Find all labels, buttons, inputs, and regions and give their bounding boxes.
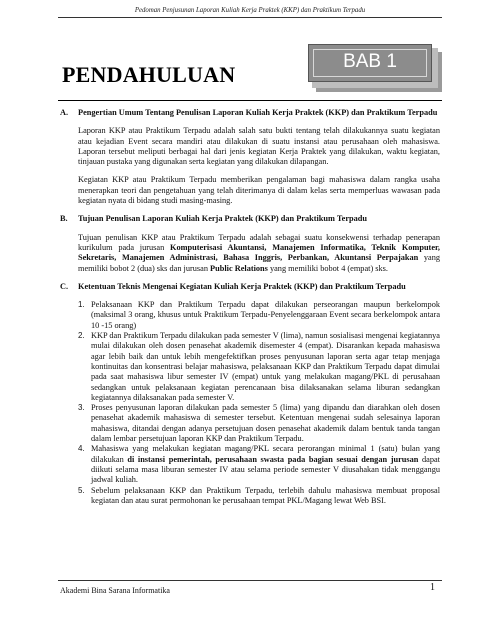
section-letter: A.: [60, 108, 69, 117]
text-run: Tujuan penulisan KKP atau Praktikum Terpadu adalah sebagai suatu konsekwensi terhadap penerapan kurikulum pada jurusan: [78, 232, 440, 252]
bold-majors: Komputerisasi Akuntansi, Manajemen Informatika, Teknik Komputer, Sekretaris, Manajemen Administrasi, Bahasa Inggris, Perbankan, Akuntansi Perpajakan: [78, 242, 440, 263]
chapter-title: PENDAHULUAN: [62, 62, 236, 87]
list-item-text: [91, 444, 440, 485]
document-body: [60, 108, 440, 514]
text-run: yang memiliki bobot 2 (dua) sks dan jurusan: [78, 253, 441, 273]
paragraph: [78, 233, 440, 274]
list-item: [78, 444, 440, 485]
section-heading: [60, 108, 440, 118]
list-item-text: KKP dan Praktikum Terpadu dilakukan pada semester V (lima), namun sosialisasi mengenai kegiatannya mulai dilakukan oleh dosen penasehat akademik disemester 4 (empat). Disarankan kepada mahasiswa agar lebih baik dan untuk lebih mengefektifkan proses penyusunan laporan serta agar tetap menjaga kontinuitas dan konsentrasi belajar mahasiswa, pelaksanaan KKP dan Praktikum Terpadu dapat dimulai pada saat mahasiswa libur semester IV (empat) untuk yang melakukan magang/PKL di perusahaan sedangkan untuk pelaksanaan kegiatan perencanaan bisa dilaksanakan selama liburan sedangkan kegiatannya dilaksanakan pada semester V.: [91, 331, 440, 402]
chapter-badge: [308, 44, 432, 82]
section-title: Pengertian Umum Tentang Penulisan Laporan Kuliah Kerja Praktek (KKP) dan Praktikum Terpadu: [78, 108, 438, 117]
header-rule: [58, 17, 442, 18]
list-number: 2.: [78, 331, 85, 341]
bold-location: di instansi pemerintah, perusahaan swasta pada bagian sesuai dengan jurusan: [127, 454, 419, 464]
list-item-text: Sebelum pelaksanaan KKP dan Praktikum Terpadu, terlebih dahulu mahasiswa membuat proposal kegiatan dan atau surat permohonan ke perusahaan tempat PKL/Magang lewat Web BSI.: [91, 485, 440, 505]
chapter-badge-label: BAB 1: [343, 51, 397, 72]
section-letter: B.: [60, 214, 68, 224]
list-number: 4.: [78, 444, 85, 454]
list-number: 3.: [78, 403, 85, 413]
bold-major-pr: Public Relations: [210, 263, 268, 273]
section-title: Ketentuan Teknis Mengenai Kegiatan Kuliah Kerja Praktek (KKP) dan Praktikum Terpadu: [78, 281, 406, 291]
footer-rule: [58, 580, 442, 581]
section-b: [60, 214, 440, 273]
list-number: 5.: [78, 485, 85, 495]
numbered-list: [78, 300, 440, 506]
list-item-text: Pelaksanaan KKP dan Praktikum Terpadu dapat dilakukan perseorangan maupun berkelompok (maksimal 3 orang, khusus untuk Praktikum Terpadu-Penyelenggaraan Event secara berkelompok antara 10 -15 orang): [91, 300, 440, 330]
section-letter: C.: [60, 281, 69, 291]
footer-institution: Akademi Bina Sarana Informatika: [60, 586, 170, 595]
section-heading: [60, 282, 440, 292]
list-item: [78, 300, 440, 331]
list-item: [78, 486, 440, 507]
list-number: 1.: [78, 300, 85, 310]
paragraph: Kegiatan KKP atau Praktikum Terpadu memberikan pengalaman bagi mahasiswa dalam rangka usaha menerapkan teori dan pengetahuan yang telah diterimanya di dalam kelas serta memperluas wawasan pada kegiatan nyata di bidang studi masing-masing.: [78, 175, 440, 206]
section-c: [60, 282, 440, 506]
text-run: Mahasiswa yang melakukan kegiatan magang/PKL secara perorangan minimal 1 (satu) bulan yang dilakukan: [91, 444, 440, 464]
text-run: dapat diikuti selama masa liburan semester IV atau selama periode semester V diusahakan tidak menggangu jadwal kuliah.: [91, 454, 440, 485]
list-item: [78, 331, 440, 403]
text-run: yang memiliki bobot 4 (empat) sks.: [267, 263, 388, 273]
paragraph: Laporan KKP atau Praktikum Terpadu adalah salah satu bukti tentang telah dilakukannya suatu kegiatan atau kejadian Event secara mandiri atau dilakukan di suatu instansi atau perusahaan oleh mahasiswa. Laporan tersebut meliputi berbagai hal dari jenis kegiatan Kerja Praktek yang dilakukan, waktu kegiatan, tinjauan pustaka yang digunakan serta kegiatan yang dilakukan dilapangan.: [78, 126, 440, 167]
list-item: [78, 403, 440, 444]
section-heading: [60, 214, 440, 224]
title-rule: [58, 100, 442, 101]
page-number: 1: [430, 582, 435, 593]
section-a: [60, 108, 440, 206]
running-header: Pedoman Penjusunan Laporan Kuliah Kerja Praktek (KKP) dan Praktikum Terpadu: [134, 7, 366, 14]
section-title: Tujuan Penulisan Laporan Kuliah Kerja Praktek (KKP) dan Praktikum Terpadu: [78, 214, 367, 224]
list-item-text: Proses penyusunan laporan dilakukan pada semester 5 (lima) yang dipandu dan diarahkan oleh dosen penasehat akademik mahasiswa di semester tersebut. Ketentuan mengenai sudah selesainya laporan mahasiswa, ditandai dengan adanya persetujuan dosen penasehat akademik dalam bentuk tanda tangan dalam lembar persetujuan laporan KKP dan Praktikum Terpadu.: [91, 403, 440, 444]
